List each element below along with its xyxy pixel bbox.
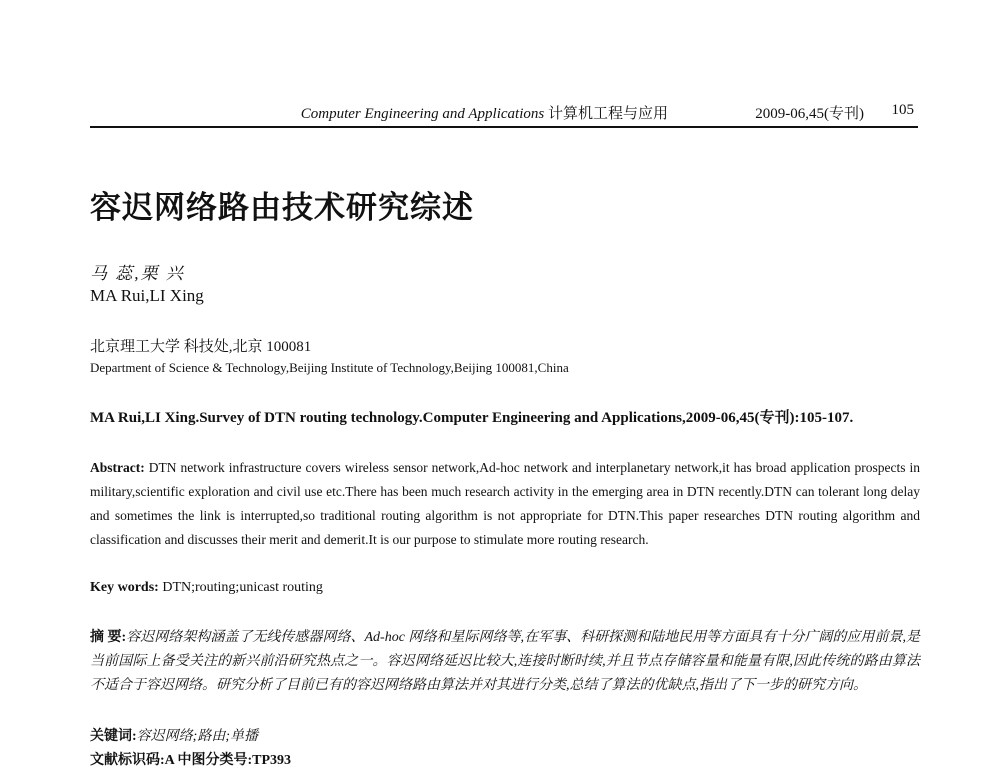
citation: MA Rui,LI Xing.Survey of DTN routing technology.Computer Engineering and Applications,2009-06,45(专刊):105-107.	[90, 410, 854, 426]
keywords-label: Key words:	[90, 580, 159, 595]
authors-chinese: 马 蕊,栗 兴	[90, 264, 185, 283]
keywords-cn-text: 容迟网络;路由;单播	[136, 729, 258, 744]
abstract-label: Abstract:	[90, 460, 145, 475]
authors-english: MA Rui,LI Xing	[90, 286, 204, 305]
affiliation-chinese: 北京理工大学 科技处,北京 100081	[90, 339, 312, 355]
keywords-chinese	[90, 725, 258, 745]
running-header	[90, 98, 918, 128]
abstract-cn-text: 容迟网络架构涵盖了无线传感器网络、Ad-hoc 网络和星际网络等,在军事、科研探测和陆地民用等方面具有十分广阔的应用前景,是当前国际上备受关注的新兴前沿研究热点之一。容迟网络延迟比较大,连接时断时续,并且节点存储容量和能量有限,因此传统的路由算法不适合于容迟网络。研究分析了目前已有的容迟网络路由算法并对其进行分类,总结了算法的优缺点,指出了下一步的研究方向。	[90, 630, 920, 693]
issue-info: 2009-06,45(专刊)	[755, 106, 864, 122]
page-number: 105	[891, 102, 914, 118]
abstract-cn-label: 摘 要:	[90, 630, 127, 645]
journal-name: Computer Engineering and Applications 计算机工程与应用	[300, 106, 668, 122]
keywords-text: DTN;routing;unicast routing	[162, 580, 323, 595]
paper-title: 容迟网络路由技术研究综述	[90, 190, 474, 225]
keywords-english	[90, 580, 323, 596]
abstract-chinese	[90, 626, 920, 698]
affiliation-english: Department of Science & Technology,Beijing Institute of Technology,Beijing 100081,China	[90, 360, 569, 375]
classification-codes: 文献标识码:A 中图分类号:TP393	[90, 753, 292, 768]
abstract-text: DTN network infrastructure covers wireless sensor network,Ad-hoc network and interplanetary network,it has broad application prospects in military,scientific exploration and civil use etc.There has been much research activity in the emerging area in DTN recently.DTN can tolerant long delay and sometimes the link is interrupted,so traditional routing algorithm is not appropriate for DTN.This paper researches DTN routing algorithm and classification and discusses their merit and demerit.It is our purpose to stimulate more routing research.	[90, 460, 920, 547]
abstract-english	[90, 456, 920, 552]
keywords-cn-label: 关键词:	[90, 729, 137, 744]
